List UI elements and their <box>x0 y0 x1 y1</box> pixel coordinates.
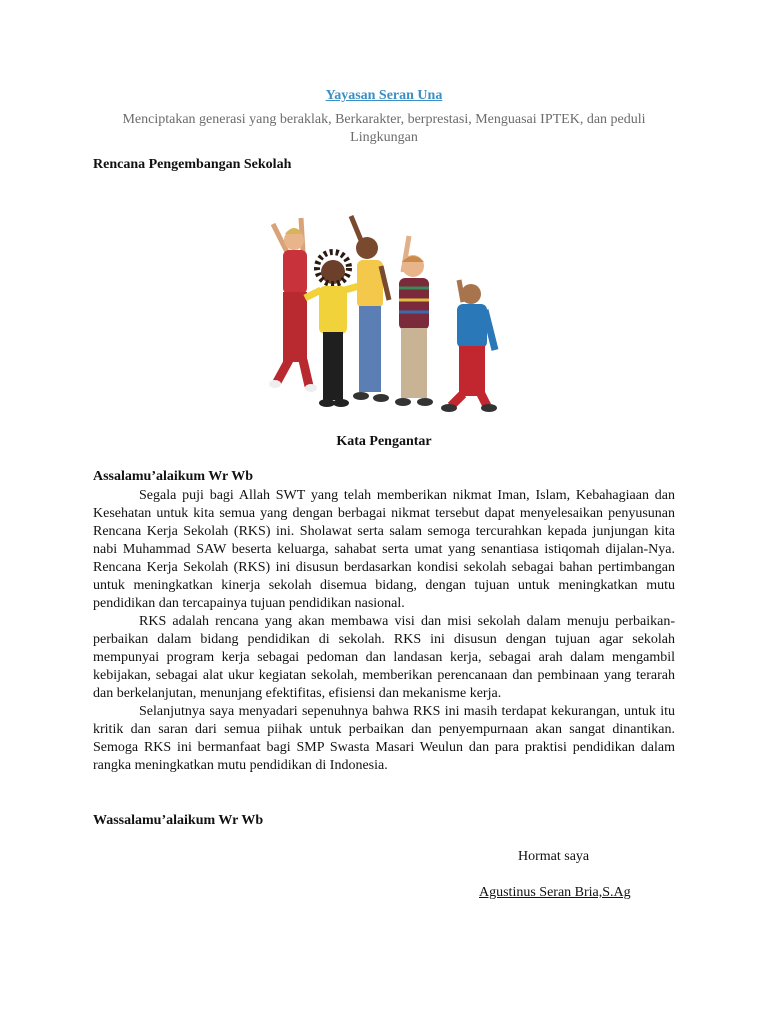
closing-greeting: Wassalamu’alaikum Wr Wb <box>93 813 264 828</box>
foreword-heading: Kata Pengantar <box>336 434 432 449</box>
opening-greeting: Assalamu’alaikum Wr Wb <box>93 469 254 484</box>
children-jumping-illustration <box>263 210 503 415</box>
section-heading: Rencana Pengembangan Sekolah <box>93 157 292 172</box>
paragraph: Segala puji bagi Allah SWT yang telah memberikan nikmat Iman, Islam, Kebahagiaan dan Kesehatan untuk kita semua yang dengan berbagai nikmat tersebut dapat menyelesaikan penyusunan Rencana Kerja Sekolah (RKS) ini. Sholawat serta salam semoga tercurahkan kepada junjungan kita nabi Muhammad SAW beserta keluarga, sahabat serta umat yang senantiasa istiqomah dijalan-Nya. Rencana Kerja Sekolah (RKS) ini disusun berdasarkan kondisi sekolah sebagai bahan pertimbangan untuk meningkatkan kinerja sekolah disemua bidang, dengan tujuan untuk meningkatkan mutu pendidikan dan tercapainya tujuan pendidikan nasional. <box>93 488 675 611</box>
foreword-body <box>93 487 675 775</box>
foundation-title[interactable]: Yayasan Seran Una <box>325 88 443 103</box>
foundation-motto: Menciptakan generasi yang beraklak, Berkarakter, berprestasi, Menguasai IPTEK, dan peduli Lingkungan <box>122 112 646 145</box>
child-figure <box>351 216 389 402</box>
regards-text: Hormat saya <box>518 849 590 864</box>
paragraph: RKS adalah rencana yang akan membawa visi dan misi sekolah dalam menuju perbaikan-perbaikan dalam bidang pendidikan di sekolah. RKS ini disusun dengan tujuan agar sekolah mempunyai program kerja sebagai pedoman dan landasan kerja, sebagai arah dalam mengambil kebijakan, sebagai alat ukur kegiatan sekolah, memberikan perencanaan dan pembinaan yang terarah dan berkelanjutan, menunjang efektifitas, efisiensi dan mekanisme kerja. <box>93 614 675 701</box>
signer-name: Agustinus Seran Bria,S.Ag <box>479 885 631 900</box>
child-figure <box>441 280 497 412</box>
child-figure <box>305 252 359 407</box>
paragraph: Selanjutnya saya menyadari sepenuhnya bahwa RKS ini masih terdapat kekurangan, untuk itu kritik dan saran dari semua piihak untuk perbaikan dan penyempurnaan akan sangat dinantikan. Semoga RKS ini bermanfaat bagi SMP Swasta Masari Weulun dan para praktisi pendidikan dalam rangka meningkatkan mutu pendidikan di Indonesia. <box>93 704 675 773</box>
child-figure <box>395 236 433 406</box>
child-figure <box>269 218 317 392</box>
